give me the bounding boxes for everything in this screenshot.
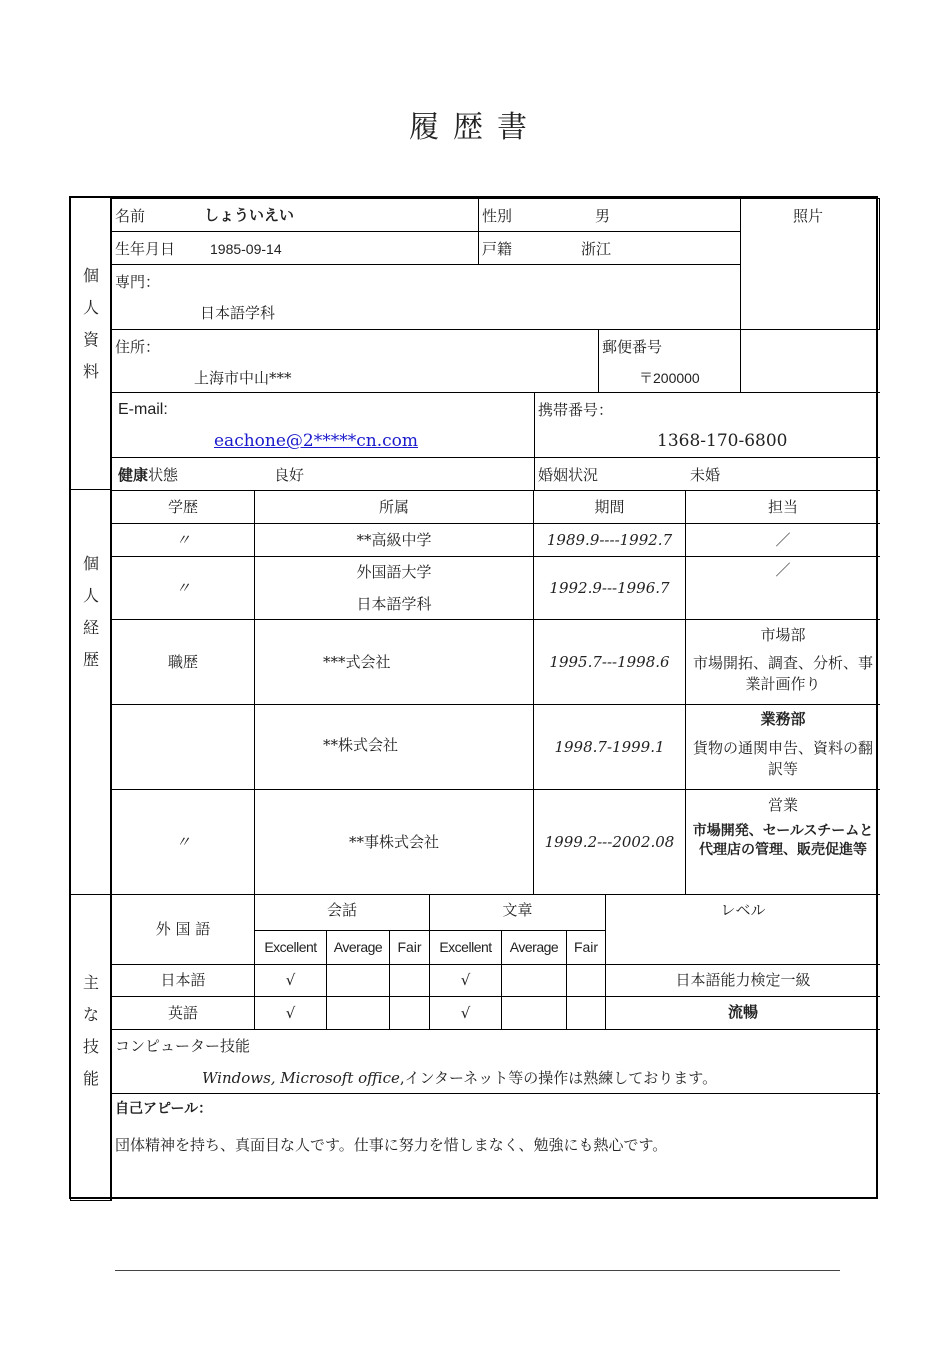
career-row-org: [254, 704, 534, 790]
gender-label: 性別: [482, 207, 513, 225]
name-value: しょういえい: [204, 207, 295, 224]
name-cell: [111, 198, 479, 232]
mobile-label: 携帯番号：: [538, 401, 614, 419]
sub-header-fair: Fair: [566, 930, 606, 965]
health-label-rest: 状態: [148, 466, 179, 484]
email-cell: [111, 392, 535, 458]
career-row-duty: 市場開発、セールスチームと代理店の管理、販売促進等: [692, 821, 874, 858]
career-row-type: 職歴: [111, 619, 255, 705]
career-row-org-line2: 日本語学科: [356, 595, 432, 613]
conversation-header: 会話: [254, 894, 430, 931]
name-label: 名前: [115, 207, 146, 225]
career-row-dept: 営業: [767, 796, 798, 814]
career-header-period: 期間: [533, 490, 686, 524]
career-row-dept: 市場部: [760, 626, 806, 644]
birth-cell: [111, 231, 479, 265]
empty-cell: [326, 996, 390, 1030]
major-cell: [111, 264, 741, 330]
career-row-type: 〃: [111, 556, 255, 620]
career-row-period: 1992.9---1996.7: [533, 556, 686, 620]
check-mark: √: [254, 964, 327, 997]
career-row-org-text: ***式会社: [323, 653, 391, 671]
marital-cell: [534, 457, 880, 491]
career-row-dept: 業務部: [760, 711, 806, 728]
computer-skills-text: ,インターネット等の操作は熟練しております。: [399, 1069, 718, 1087]
self-appeal-text: 団体精神を持ち、真面目な人です。仕事に努力を惜しまなく、勉強にも熱心です。: [115, 1136, 668, 1154]
health-label-bold: 健康: [118, 467, 149, 484]
career-row-duty: 貨物の通関申告、資料の翻訳等: [692, 738, 873, 778]
writing-header: 文章: [429, 894, 606, 931]
email-link[interactable]: eachone@2*****cn.com: [214, 431, 418, 451]
marital-value: 未婚: [690, 466, 721, 484]
postal-cell: [598, 329, 741, 393]
empty-cell: [566, 996, 606, 1030]
page-title: 履歴書: [409, 110, 541, 145]
career-row-org: [254, 619, 534, 705]
self-appeal-cell: [111, 1093, 880, 1201]
career-row-org: [254, 556, 534, 620]
section-label-skills: 主 な 技 能: [82, 973, 99, 1088]
empty-cell: [389, 996, 430, 1030]
address-label: 住所：: [115, 338, 161, 356]
career-row-role: ／: [685, 523, 880, 557]
sub-header-excellent: Excellent: [429, 930, 502, 965]
major-value: 日本語学科: [200, 304, 276, 322]
major-label: 専門：: [115, 273, 161, 291]
career-row-role: [685, 789, 880, 895]
check-mark: √: [254, 996, 327, 1030]
career-row-period: 1995.7---1998.6: [533, 619, 686, 705]
level-header: レベル: [605, 894, 880, 965]
self-appeal-label: 自己アピール：: [115, 1100, 213, 1116]
lang-level: 流暢: [605, 996, 880, 1030]
empty-cell: [389, 964, 430, 997]
postal-value: 〒200000: [639, 370, 700, 386]
sub-header-average: Average: [501, 930, 567, 965]
address-value: 上海市中山***: [194, 369, 292, 387]
career-row-period: 1989.9----1992.7: [533, 523, 686, 557]
section-skills: [70, 894, 111, 1201]
empty-cell: [501, 996, 567, 1030]
career-row-type: [111, 704, 255, 790]
postal-label: 郵便番号: [602, 338, 663, 356]
career-row-type: 〃: [111, 523, 255, 557]
lang-level: 日本語能力検定一級: [605, 964, 880, 997]
check-mark: √: [429, 964, 502, 997]
marital-label: 婚姻状況: [538, 466, 599, 484]
section-career: [70, 489, 111, 895]
career-row-org: **事株式会社: [254, 789, 534, 895]
section-personal-info: [70, 197, 111, 490]
lang-name: 英語: [111, 996, 255, 1030]
career-row-period: 1999.2---2002.08: [533, 789, 686, 895]
computer-skills-label: コンピューター技能: [115, 1037, 251, 1055]
health-cell: [111, 457, 535, 491]
career-row-role: [685, 704, 880, 790]
career-row-org-line1: 外国語大学: [356, 563, 432, 581]
email-label: E-mail:: [118, 401, 168, 418]
gender-value: 男: [595, 207, 611, 225]
computer-skills-cell: [111, 1029, 880, 1094]
sub-header-excellent: Excellent: [254, 930, 327, 965]
empty-cell: [566, 964, 606, 997]
gender-cell: [478, 198, 741, 232]
sub-header-fair: Fair: [389, 930, 430, 965]
career-row-type: 〃: [111, 789, 255, 895]
lang-header: 外 国 語: [111, 894, 255, 965]
computer-skills-software: Windows, Microsoft office: [202, 1069, 400, 1087]
photo-label: 照片: [793, 207, 824, 225]
career-row-period: 1998.7-1999.1: [533, 704, 686, 790]
check-mark: √: [429, 996, 502, 1030]
resume-table: [69, 196, 878, 1199]
empty-cell: [501, 964, 567, 997]
career-row-role: ／: [685, 556, 880, 620]
career-header-type: 学歴: [111, 490, 255, 524]
birth-label: 生年月日: [115, 240, 176, 258]
section-label-career: 個 人 経 歴: [82, 554, 99, 669]
mobile-value: 1368-170-6800: [657, 431, 788, 451]
empty-cell: [326, 964, 390, 997]
footer-divider: [115, 1270, 840, 1271]
domicile-cell: [478, 231, 741, 265]
career-header-org: 所属: [254, 490, 534, 524]
career-header-role: 担当: [685, 490, 880, 524]
career-row-org-text: **株式会社: [323, 736, 399, 754]
health-value: 良好: [274, 466, 305, 484]
address-cell: [111, 329, 599, 393]
postal-blank-cell: [740, 329, 880, 393]
mobile-cell: [534, 392, 880, 458]
photo-cell: [740, 198, 880, 330]
lang-name: 日本語: [111, 964, 255, 997]
birth-value: 1985-09-14: [210, 241, 282, 257]
career-row-role: [685, 619, 880, 705]
career-row-org: **高級中学: [254, 523, 534, 557]
domicile-label: 戸籍: [482, 240, 513, 258]
sub-header-average: Average: [326, 930, 390, 965]
domicile-value: 浙江: [581, 240, 612, 258]
section-label-personal: 個 人 資 料: [82, 266, 99, 381]
career-row-duty: 市場開拓、調査、分析、事業計画作り: [692, 653, 873, 693]
